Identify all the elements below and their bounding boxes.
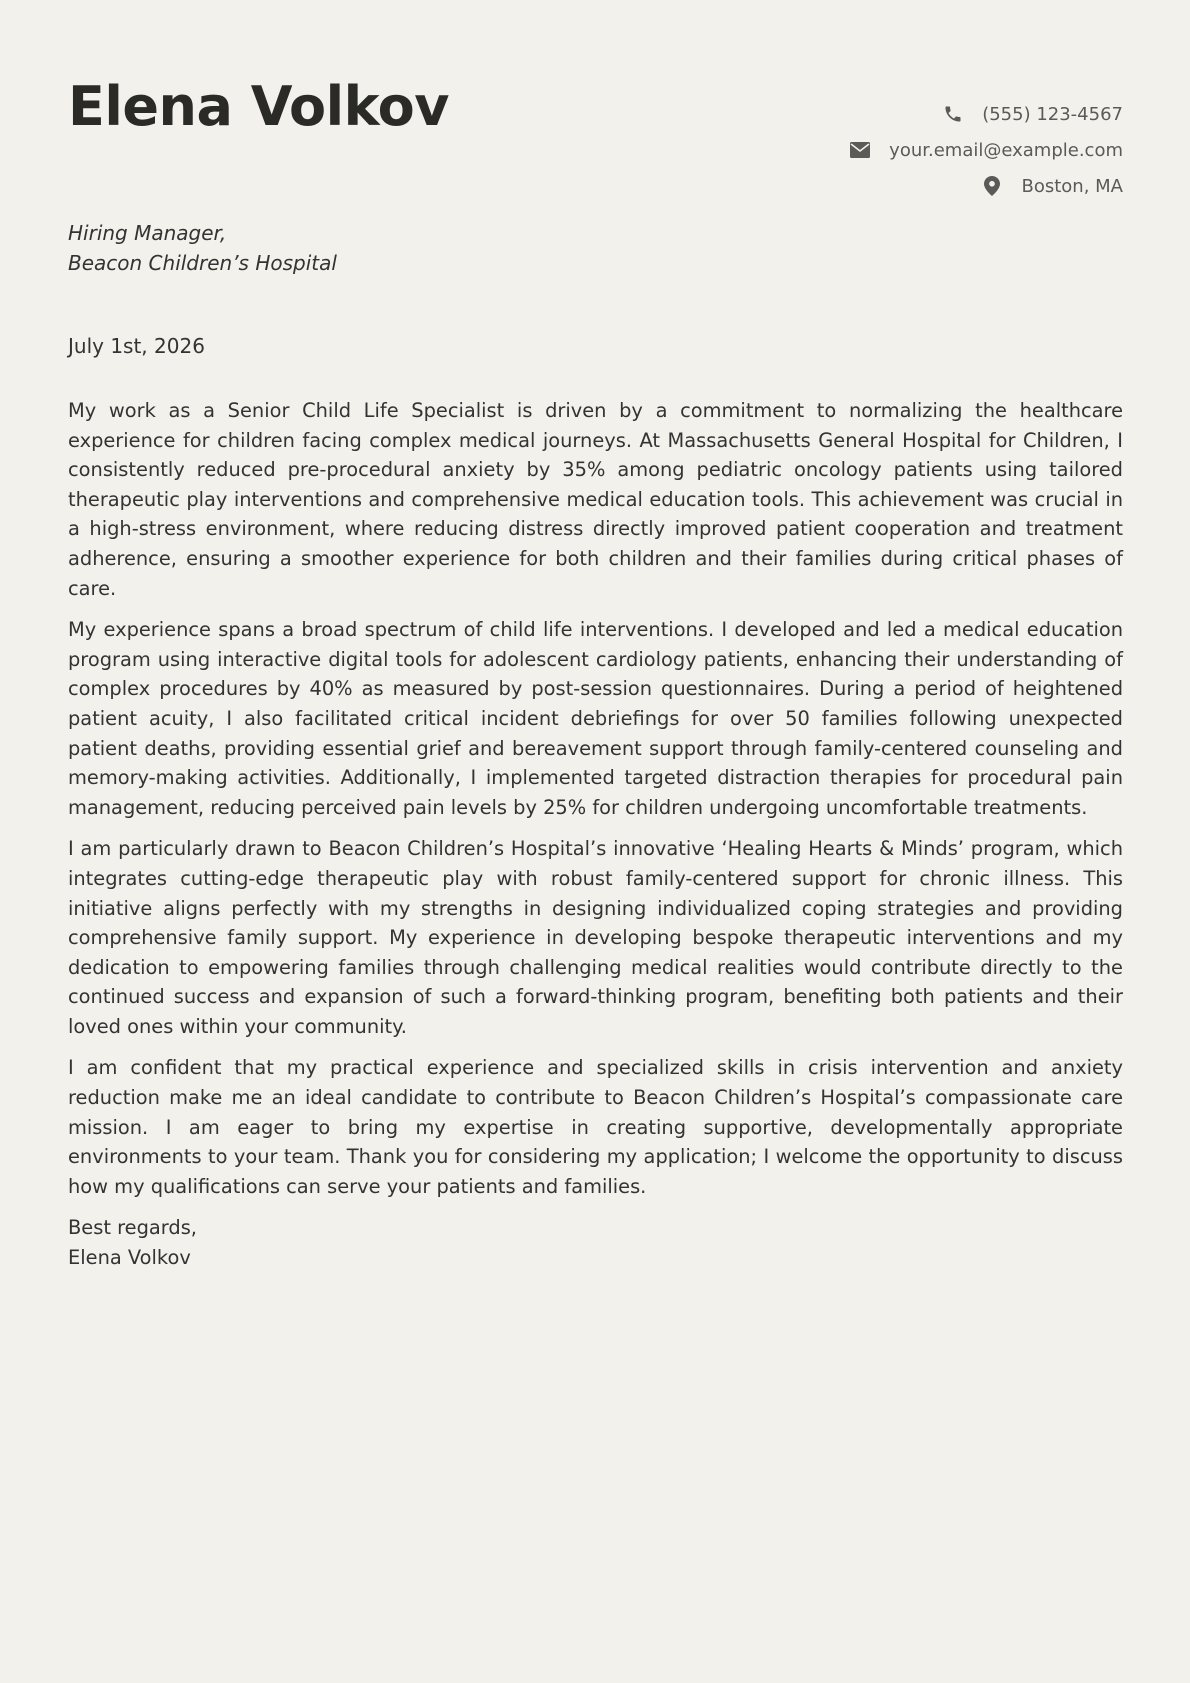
recipient-title: Hiring Manager,: [68, 221, 227, 245]
letter-date: July 1st, 2026: [68, 334, 205, 358]
body-paragraph: My experience spans a broad spectrum of child life interventions. I developed and led a medical education program using interactive digital tools for adolescent cardiology patients, enhancing their understanding of complex procedures by 40% as measured by post-session questionnaires. During a period of heightened patient acuity, I also facilitated critical incident debriefings for over 50 families following unexpected patient deaths, providing essential grief and bereavement support through family-centered counseling and memory-making activities. Additionally, I implemented targeted distraction therapies for procedural pain management, reducing perceived pain levels by 25% for children undergoing uncomfortable treatments.: [68, 618, 1123, 819]
letter-body: [68, 396, 1123, 1273]
applicant-name: Elena Volkov: [68, 75, 449, 138]
body-paragraph: My work as a Senior Child Life Specialist is driven by a commitment to normalizing the healthcare experience for children facing complex medical journeys. At Massachusetts General Hospital for Children, I consistently reduced pre-procedural anxiety by 35% among pediatric oncology patients using tailored therapeutic play interventions and comprehensive medical education tools. This achievement was crucial in a high-stress environment, where reducing distress directly improved patient cooperation and treatment adherence, ensuring a smoother experience for both children and their families during critical phases of care.: [68, 399, 1123, 600]
letter-header: [68, 0, 1123, 210]
body-paragraph: I am particularly drawn to Beacon Children’s Hospital’s innovative ‘Healing Hearts & Minds’ program, which integrates cutting-edge therapeutic play with robust family-centered support for chronic illness. This initiative aligns perfectly with my strengths in designing individualized coping strategies and providing comprehensive family support. My experience in developing bespoke therapeutic interventions and my dedication to empowering families through challenging medical realities would contribute directly to the continued success and expansion of such a forward-thinking program, benefiting both patients and their loved ones within your community.: [68, 837, 1123, 1038]
envelope-icon: [849, 139, 871, 161]
signature-name: Elena Volkov: [68, 1246, 191, 1270]
contact-block: [849, 96, 1123, 204]
recipient-block: [68, 218, 337, 278]
email-address: your.email@example.com: [889, 139, 1123, 161]
body-paragraph: I am confident that my practical experience and specialized skills in crisis intervention and anxiety reduction make me an ideal candidate to contribute to Beacon Children’s Hospital’s compassionate care mission. I am eager to bring my expertise in creating supportive, developmentally appropriate environments to your team. Thank you for considering my application; I welcome the opportunity to discuss how my qualifications can serve your patients and families.: [68, 1056, 1123, 1198]
recipient-organization: Beacon Children’s Hospital: [68, 251, 337, 275]
contact-phone-row: [849, 96, 1123, 132]
location: Boston, MA: [1021, 175, 1123, 197]
closing-block: [68, 1213, 1123, 1272]
map-pin-icon: [981, 175, 1003, 197]
cover-letter-page: [68, 0, 1123, 1270]
contact-email-row: [849, 132, 1123, 168]
closing-salutation: Best regards,: [68, 1216, 197, 1240]
contact-location-row: [849, 168, 1123, 204]
phone-icon: [942, 103, 964, 125]
phone-number: (555) 123-4567: [982, 103, 1123, 125]
